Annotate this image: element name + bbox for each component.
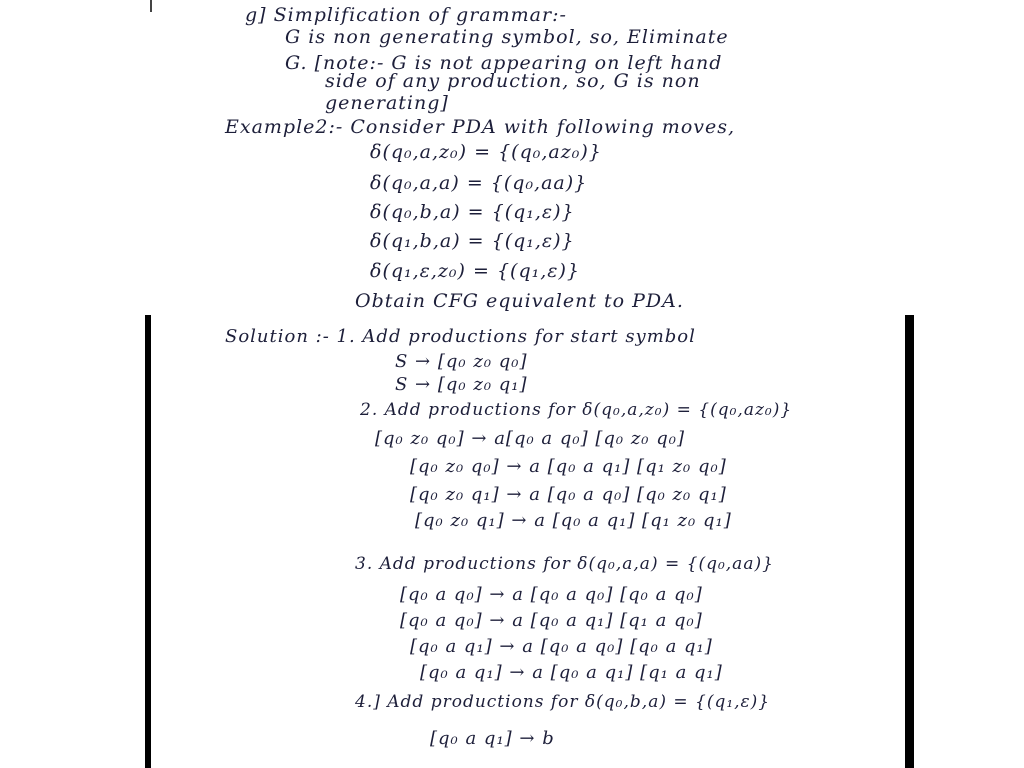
production-line: S → [q₀ z₀ q₁] — [395, 374, 528, 395]
transition-line: δ(q₁,b,a) = {(q₁,ε)} — [370, 230, 575, 252]
transition-line: δ(q₁,ε,z₀) = {(q₁,ε)} — [370, 260, 580, 282]
transition-line: δ(q₀,a,z₀) = {(q₀,az₀)} — [370, 141, 602, 163]
production-line: [q₀ z₀ q₁] → a [q₀ a q₁] [q₁ z₀ q₁] — [415, 510, 732, 531]
production-line: [q₀ a q₁] → a [q₀ a q₁] [q₁ a q₁] — [420, 662, 723, 683]
note-line: G. [note:- G is not appearing on left hand — [285, 52, 723, 74]
photo-border-top — [150, 0, 152, 12]
note-line: G is non generating symbol, so, Eliminate — [285, 26, 729, 48]
production-line: [q₀ z₀ q₁] → a [q₀ a q₀] [q₀ z₀ q₁] — [410, 484, 727, 505]
example-heading: Example2:- Consider PDA with following moves, — [225, 116, 736, 138]
note-line: generating] — [325, 92, 449, 114]
production-line: [q₀ z₀ q₀] → a [q₀ a q₁] [q₁ z₀ q₀] — [410, 456, 727, 477]
step-heading: 2. Add productions for δ(q₀,a,z₀) = {(q₀,az₀)} — [360, 400, 793, 420]
production-line: [q₀ a q₀] → a [q₀ a q₁] [q₁ a q₀] — [400, 610, 703, 631]
task-line: Obtain CFG equivalent to PDA. — [355, 290, 684, 312]
transition-line: δ(q₀,b,a) = {(q₁,ε)} — [370, 201, 575, 223]
step-heading: 4.] Add productions for δ(q₀,b,a) = {(q₁,ε)} — [355, 692, 771, 712]
photo-border-left — [145, 315, 151, 768]
production-line: S → [q₀ z₀ q₀] — [395, 351, 528, 372]
production-line: [q₀ a q₁] → b — [430, 728, 555, 749]
solution-heading: Solution :- 1. Add productions for start symbol — [225, 326, 696, 347]
photo-border-right — [905, 315, 914, 768]
heading-simplification: g] Simplification of grammar:- — [245, 4, 567, 26]
production-line: [q₀ z₀ q₀] → a[q₀ a q₀] [q₀ z₀ q₀] — [375, 428, 686, 449]
transition-line: δ(q₀,a,a) = {(q₀,aa)} — [370, 172, 588, 194]
production-line: [q₀ a q₁] → a [q₀ a q₀] [q₀ a q₁] — [410, 636, 713, 657]
production-line: [q₀ a q₀] → a [q₀ a q₀] [q₀ a q₀] — [400, 584, 703, 605]
step-heading: 3. Add productions for δ(q₀,a,a) = {(q₀,aa)} — [355, 554, 774, 574]
note-line: side of any production, so, G is non — [325, 70, 701, 92]
